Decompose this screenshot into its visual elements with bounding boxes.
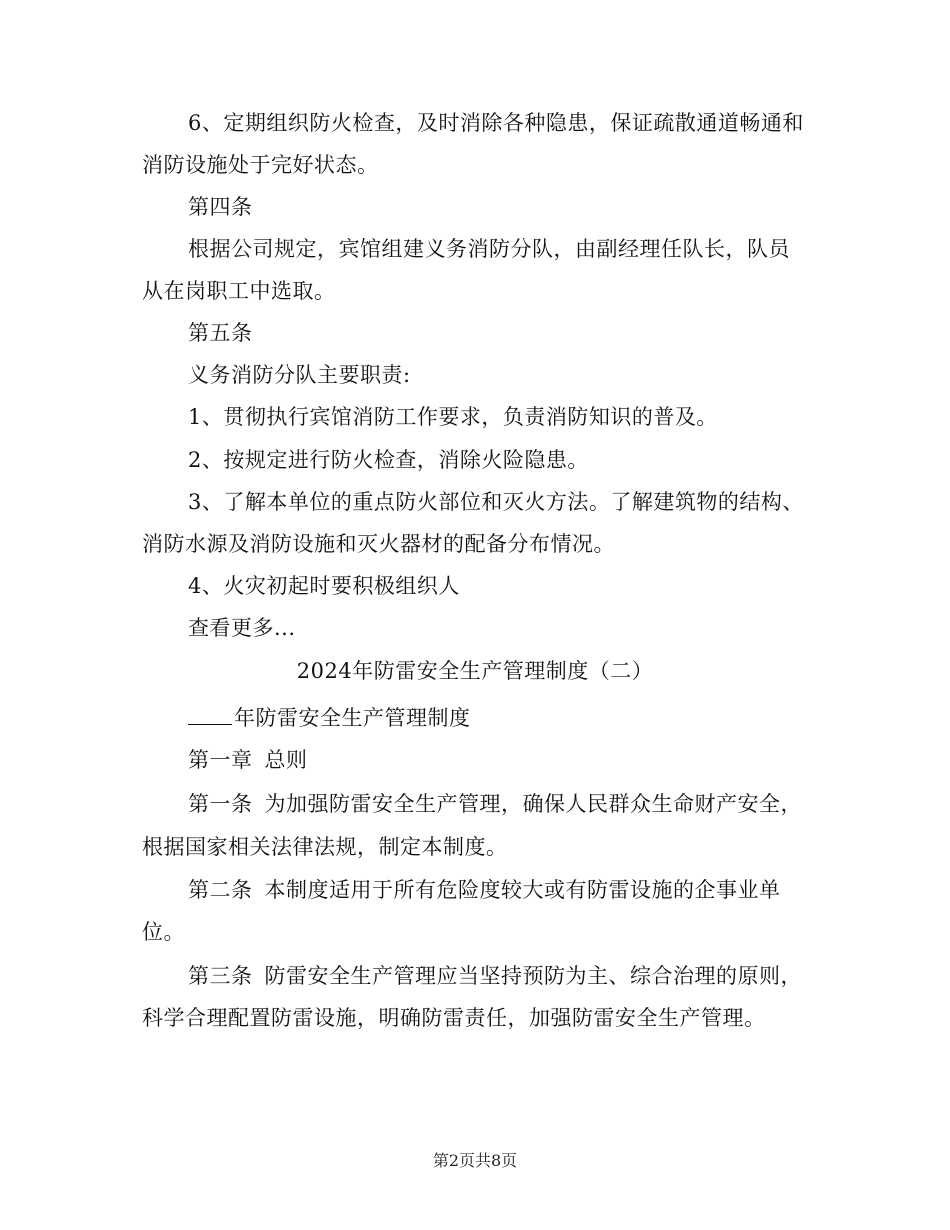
article-3-line1 [188, 961, 802, 991]
paragraph-item-6-line1: 6、定期组织防火检查，及时消除各种隐患，保证疏散通道畅通和 [188, 111, 804, 135]
duty-item-2: 2、按规定进行防火检查，消除火险隐患。 [188, 448, 589, 472]
article-4-line1: 根据公司规定，宾馆组建义务消防分队，由副经理任队长，队员 [188, 237, 790, 261]
fill-in-blank [188, 704, 232, 725]
article-1-text: 为加强防雷安全生产管理，确保人民群众生命财产安全， [264, 792, 802, 816]
article-2-label: 第二条 [188, 878, 253, 902]
article-3-text: 防雷安全生产管理应当坚持预防为主、综合治理的原则， [264, 964, 802, 988]
chapter-number: 第一章 [188, 748, 253, 772]
article-2-line2: 位。 [142, 920, 185, 944]
section-title: 2024年防雷安全生产管理制度（二） [296, 659, 654, 683]
article-1-label: 第一条 [188, 792, 253, 816]
article-4-line2: 从在岗职工中选取。 [142, 279, 336, 303]
chapter-name: 总则 [264, 748, 308, 772]
article-1-line1 [188, 789, 802, 819]
article-3-line2: 科学合理配置防雷设施，明确防雷责任，加强防雷安全生产管理。 [142, 1006, 766, 1030]
article-2-line1 [188, 875, 781, 905]
duty-item-4: 4、火灾初起时要积极组织人 [188, 574, 460, 598]
chapter-heading [188, 745, 308, 775]
page-number-footer: 第2页共8页 [432, 1151, 518, 1170]
article-3-label: 第三条 [188, 964, 253, 988]
see-more-link[interactable]: 查看更多... [188, 616, 296, 640]
duty-item-3-line2: 消防水源及消防设施和灭火器材的配备分布情况。 [142, 532, 615, 556]
article-5-intro: 义务消防分队主要职责: [188, 363, 411, 387]
article-5-heading: 第五条 [188, 321, 253, 345]
article-1-line2: 根据国家相关法律法规，制定本制度。 [142, 835, 508, 859]
paragraph-item-6-line2: 消防设施处于完好状态。 [142, 153, 379, 177]
section-subtitle-text: 年防雷安全生产管理制度 [234, 706, 471, 730]
duty-item-1: 1、贯彻执行宾馆消防工作要求，负责消防知识的普及。 [188, 405, 718, 429]
article-2-text: 本制度适用于所有危险度较大或有防雷设施的企事业单 [264, 878, 781, 902]
article-4-heading: 第四条 [188, 195, 253, 219]
section-subtitle [188, 703, 471, 733]
duty-item-3-line1: 3、了解本单位的重点防火部位和灭火方法。了解建筑物的结构、 [188, 490, 804, 514]
